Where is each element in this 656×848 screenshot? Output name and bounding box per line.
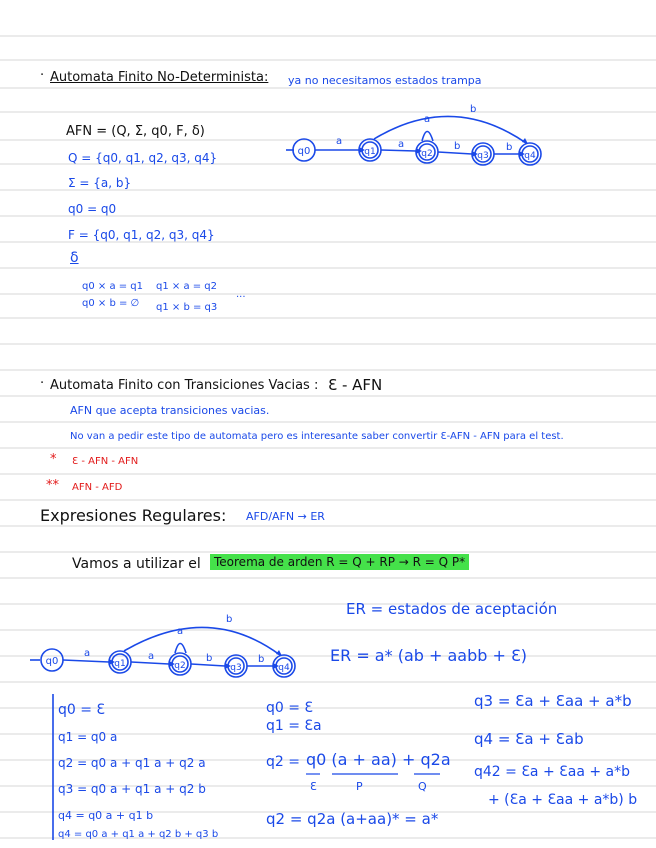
afn-line-final: F = {q0, q1, q2, q3, q4} [68, 228, 215, 242]
afn-side-note: ya no necesitamos estados trampa [288, 74, 482, 87]
star-marker: * [50, 452, 57, 467]
afn-line-states: Q = {q0, q1, q2, q3, q4} [68, 151, 218, 165]
state-label: q2 [421, 149, 433, 159]
equation: q2 = [266, 754, 300, 770]
eafn-heading-suffix: Ɛ - AFN [328, 376, 383, 394]
equation: q1 = q0 a [58, 730, 118, 744]
transition: q0 × b = ∅ [82, 298, 140, 309]
equation: q2 = q2a (a+aa)* = a* [266, 810, 439, 828]
edge-label: b [206, 653, 213, 664]
edge-label: b [454, 141, 461, 152]
edge-label: a [424, 114, 431, 125]
state-label: q0 [297, 146, 311, 157]
equation: q4 = Ɛa + Ɛab [474, 730, 584, 748]
brace-label: P [356, 780, 363, 793]
brace-label: Q [418, 780, 427, 793]
equation: q1 = Ɛa [266, 718, 322, 734]
afn-delta: δ [70, 250, 79, 266]
ellipsis: ··· [236, 292, 246, 303]
edge-label: a [398, 139, 405, 150]
eafn-bullet: · [40, 376, 45, 391]
edge-label: b [470, 104, 477, 115]
state-label: q0 [45, 656, 59, 667]
regex-heading-note: AFD/AFN → ER [246, 510, 325, 523]
brace-label: Ɛ [310, 780, 317, 793]
state-label: q3 [477, 151, 489, 161]
eafn-star1-text: Ɛ - AFN - AFN [72, 456, 139, 467]
arden-prefix: Vamos a utilizar el [72, 556, 201, 572]
edge-label: a [177, 626, 184, 637]
transition: q1 × b = q3 [156, 302, 218, 313]
arden-highlight: Teorema de arden R = Q + RP → R = Q P* [210, 554, 469, 570]
er-definition: ER = estados de aceptación [346, 600, 558, 618]
edge-label: a [336, 136, 343, 147]
edge-label: b [258, 654, 265, 665]
state-label: q4 [524, 151, 536, 161]
er-formula: ER = a* (ab + aabb + Ɛ) [330, 646, 528, 665]
equation: q3 = q0 a + q1 a + q2 b [58, 782, 206, 796]
equation: + (Ɛa + Ɛaa + a*b) b [488, 792, 638, 808]
automaton-diagram-top [282, 100, 552, 180]
arden-substitution: q0 (a + aa) + q2a [306, 750, 451, 769]
edge-label: a [84, 648, 91, 659]
state-label: q1 [364, 147, 376, 157]
eafn-line2: No van a pedir este tipo de automata pero es interesante saber convertir Ɛ-AFN - AFN para el test. [70, 431, 564, 442]
equation-bracket [50, 692, 56, 842]
eafn-star2-text: AFN - AFD [72, 482, 123, 493]
equation: q2 = q0 a + q1 a + q2 a [58, 756, 206, 770]
afn-bullet: · [40, 68, 45, 83]
equation: q42 = Ɛa + Ɛaa + a*b [474, 764, 630, 780]
eafn-line1: AFN que acepta transiciones vacias. [70, 404, 270, 417]
equation: q0 = Ɛ [266, 700, 314, 716]
edge-label: a [148, 651, 155, 662]
state-label: q4 [278, 663, 290, 673]
star-marker: ** [46, 478, 59, 493]
state-label: q3 [230, 663, 242, 673]
afn-definition: AFN = (Q, Σ, q0, F, δ) [66, 124, 205, 139]
afn-heading: Automata Finito No-Determinista: [50, 70, 269, 85]
transition: q1 × a = q2 [156, 281, 218, 292]
transition: q0 × a = q1 [82, 281, 144, 292]
edge-label: b [506, 142, 513, 153]
regex-heading: Expresiones Regulares: [40, 506, 227, 525]
equation: q0 = Ɛ [58, 702, 106, 718]
equation: q4 = q0 a + q1 b [58, 809, 154, 822]
edge-label: b [226, 614, 233, 625]
afn-line-alphabet: Σ = {a, b} [68, 176, 132, 190]
state-label: q2 [174, 661, 186, 671]
state-label: q1 [114, 659, 126, 669]
equation: q4 = q0 a + q1 a + q2 b + q3 b [58, 829, 219, 840]
eafn-heading: Automata Finito con Transiciones Vacias : [50, 378, 319, 393]
automaton-diagram-bottom [28, 608, 300, 688]
afn-line-initial: q0 = q0 [68, 202, 117, 216]
equation: q3 = Ɛa + Ɛaa + a*b [474, 692, 632, 710]
